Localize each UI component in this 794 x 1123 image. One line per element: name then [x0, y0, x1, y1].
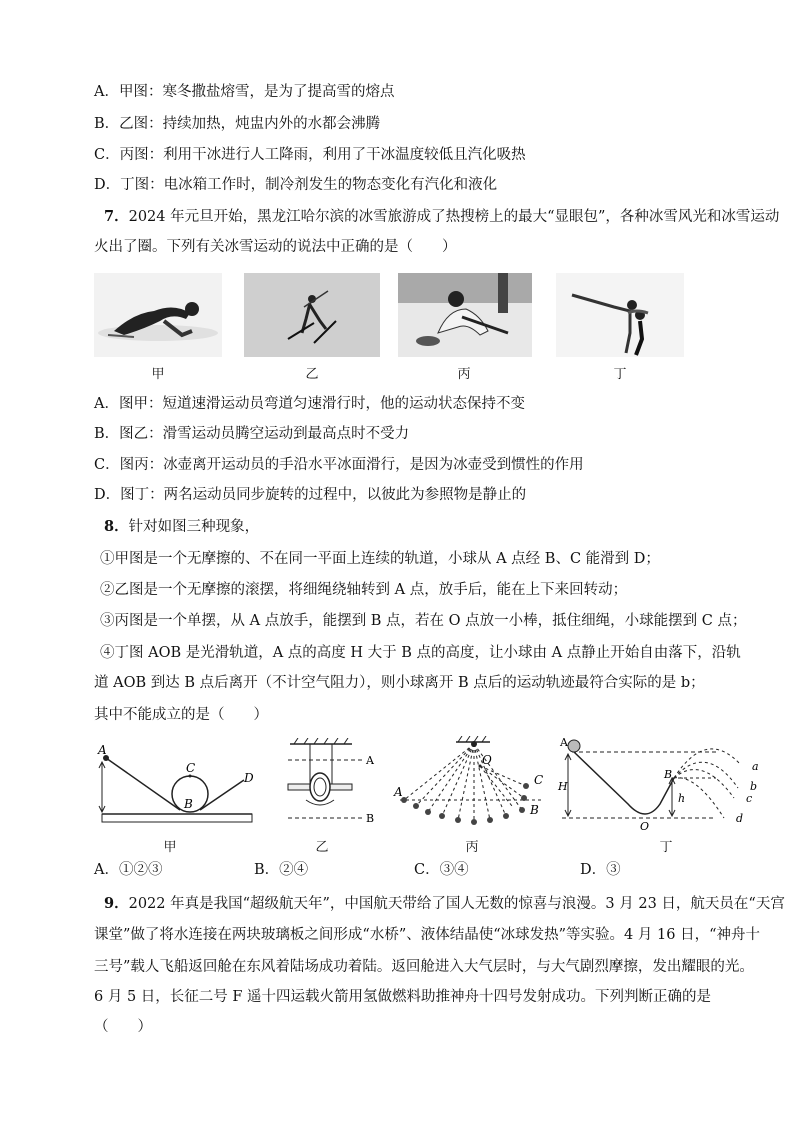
photo-caption-jia: 甲: [151, 367, 165, 382]
ding-label-a: A: [560, 736, 568, 749]
ding-label-b: B: [664, 768, 673, 781]
q7-option-d: D．图丁：两名运动员同步旋转的过程中，以彼此为参照物是静止的: [94, 487, 527, 503]
jia-label-a: A: [98, 743, 107, 757]
q8-option-a: A．①②③: [94, 862, 163, 878]
q7-option-a: A．图甲：短道速滑运动员弯道匀速滑行时，他的运动状态保持不变: [94, 396, 525, 412]
q8-item-4: ④丁图 AOB 是光滑轨道，A 点的高度 H 大于 B 点的高度，让小球由 A 点静止开始自由落下，沿轨: [100, 645, 741, 661]
ding-label-b-path: b: [750, 780, 758, 793]
figure-ding-track: [556, 734, 766, 832]
figure-bing-pendulum: [392, 736, 552, 832]
figure-jia-track: [94, 740, 264, 830]
q8-option-c: C．③④: [414, 862, 469, 878]
photo-caption-yi: 乙: [305, 367, 319, 382]
photo-figure-skating: [556, 273, 684, 357]
photo-caption-ding: 丁: [613, 367, 627, 382]
q8-question: 其中不能成立的是（ ）: [94, 707, 268, 723]
q8-item-1: ①甲图是一个无摩擦的、不在同一平面上连续的轨道，小球从 A 点经 B、C 能滑到 D；: [100, 551, 660, 567]
ding-label-h-small: h: [678, 792, 686, 805]
q8-item-2: ②乙图是一个无摩擦的滚摆，将细绳绕轴转到 A 点，放手后，能在上下来回转动；: [100, 582, 628, 598]
q8-stem-text: 针对如图三种现象，: [128, 519, 260, 535]
jia-label-c: C: [186, 761, 196, 775]
photo-curling: [398, 273, 532, 357]
q7-option-c: C．图丙：冰壶离开运动员的手沿水平冰面滑行，是因为冰壶受到惯性的作用: [94, 457, 584, 473]
bing-label-c: C: [534, 773, 544, 787]
q8-item-4-cont: 道 AOB 到达 B 点后离开（不计空气阻力），则小球离开 B 点后的运动轨迹最符合实际的是 b；: [94, 675, 705, 691]
ding-label-c-path: c: [746, 792, 753, 805]
q7-stem-line1: [104, 207, 779, 227]
yi-label-a: A: [366, 754, 374, 767]
yi-label-b: B: [366, 812, 375, 825]
q9-line4: 6 月 5 日，长征二号 F 遥十四运载火箭用氢做燃料助推神舟十四号发射成功。下列判断正确的是: [94, 989, 712, 1005]
photo-caption-bing: 丙: [457, 367, 471, 382]
bing-label-o: O: [482, 753, 492, 767]
ding-label-o: O: [640, 820, 650, 832]
q8-item-3: ③丙图是一个单摆，从 A 点放手，能摆到 B 点，若在 O 点放一小棒，抵住细绳，小球能摆到 C 点；: [100, 613, 747, 629]
q7-number: 7．: [104, 208, 129, 225]
q7-option-b: B．图乙：滑雪运动员腾空运动到最高点时不受力: [94, 426, 410, 442]
q8-option-d: D．③: [580, 862, 621, 878]
q6-option-d: D．丁图：电冰箱工作时，制冷剂发生的物态变化有汽化和液化: [94, 177, 498, 193]
ding-label-h-big: H: [558, 780, 568, 793]
q9-line1: [104, 894, 785, 914]
bing-label-b: B: [530, 803, 539, 817]
fig-caption-bing: 丙: [465, 840, 479, 855]
q6-option-a: A．甲图：寒冬撒盐熔雪，是为了提高雪的熔点: [94, 84, 395, 100]
fig-caption-yi: 乙: [315, 840, 329, 855]
jia-label-b: B: [184, 797, 193, 811]
fig-caption-jia: 甲: [163, 840, 177, 855]
photo-speed-skating: [94, 273, 222, 357]
ding-label-a-path: a: [752, 760, 759, 773]
jia-label-d: D: [244, 771, 254, 785]
q8-option-b: B．②④: [254, 862, 309, 878]
q6-option-c: C．丙图：利用干冰进行人工降雨，利用了干冰温度较低且汽化吸热: [94, 147, 526, 163]
q8-number: 8．: [104, 518, 129, 535]
ding-label-d-path: d: [736, 812, 744, 825]
bing-label-a: A: [394, 785, 403, 799]
q9-number: 9．: [104, 895, 129, 912]
q9-line2: 课堂”做了将水连接在两块玻璃板之间形成“水桥”、液体结晶使“冰球发热”等实验。4 月 16 日，“神舟十: [94, 927, 760, 943]
photo-ski-jump: [244, 273, 380, 357]
q7-stem-text: 2024 年元旦开始，黑龙江哈尔滨的冰雪旅游成了热搜榜上的最大“显眼包”，各种冰雪风光和冰雪运动: [128, 209, 780, 225]
q7-stem-line2: 火出了圈。下列有关冰雪运动的说法中正确的是（ ）: [94, 239, 457, 255]
q9-line3: 三号”载人飞船返回舱在东风着陆场成功着陆。返回舱进入大气层时，与大气剧烈摩擦，发出耀眼的光。: [94, 959, 754, 975]
q6-option-b: B．乙图：持续加热，炖盅内外的水都会沸腾: [94, 116, 381, 132]
q9-line5: （ ）: [94, 1019, 152, 1035]
q9-line1-text: 2022 年真是我国“超级航天年”，中国航天带给了国人无数的惊喜与浪漫。3 月 23 日，航天员在“天宫: [128, 896, 785, 912]
q8-stem: [104, 517, 259, 537]
fig-caption-ding: 丁: [659, 840, 673, 855]
figure-yi-maxwell-wheel: [280, 738, 380, 830]
